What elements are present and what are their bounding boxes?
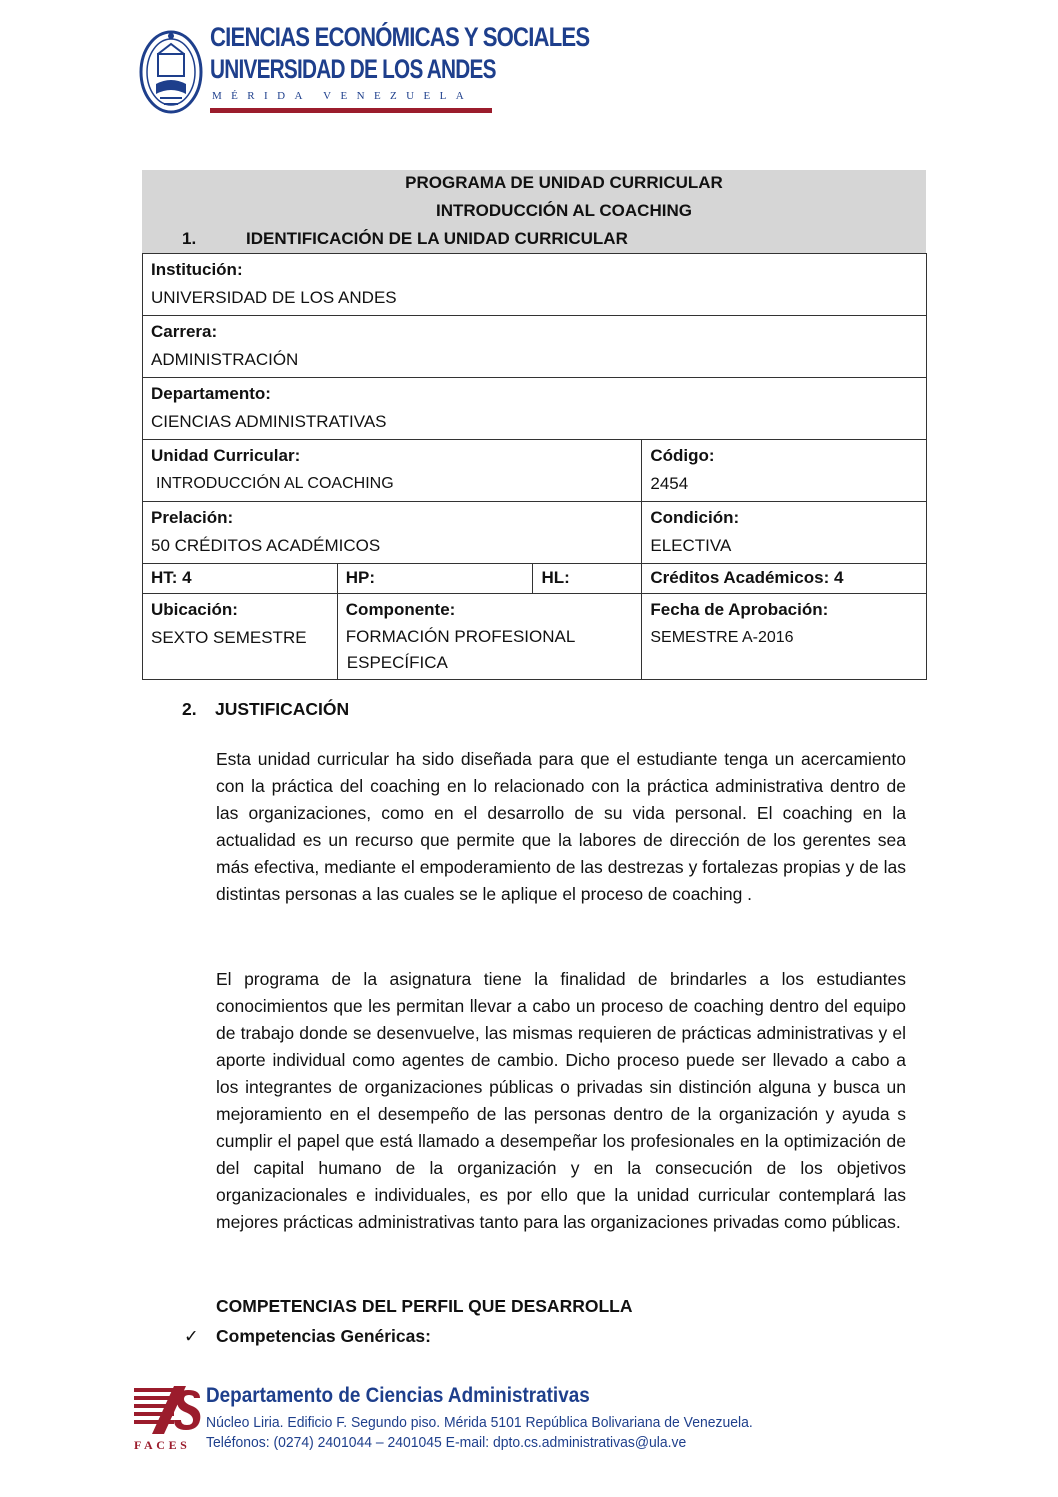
header-university-name: UNIVERSIDAD DE LOS ANDES xyxy=(210,54,496,84)
cell-departamento xyxy=(143,378,927,440)
justificacion-paragraph-2: El programa de la asignatura tiene la finalidad de brindarles a los estudiantes conocimientos que les permitan llevar a cabo un proceso de coaching dentro del equipo de trabajo donde se desenvuelve, las mismas requieren de prácticas administrativas y el aporte individual como agentes de cambio. Dicho proceso puede ser llevado a cabo a los integrantes de organizaciones públicas o privadas sin distinción alguna y busca un mejoramiento en el desempeño de las personas dentro de la organización y ayuda s cumplir el papel que está llamado a desempeñar los profesionales en la optimización de del capital humano de la organización y en la consecución de los objetivos organizacionales e individuales, es por ello que la unidad curricular contemplará las mejores prácticas administrativas tanto para las organizaciones privadas como públicas. xyxy=(216,969,906,1232)
row-prelacion xyxy=(143,502,927,564)
cell-unidad xyxy=(143,440,642,502)
header-faculty-name: CIENCIAS ECONÓMICAS Y SOCIALES xyxy=(210,22,590,52)
carrera-value: ADMINISTRACIÓN xyxy=(151,350,299,369)
fecha-value: SEMESTRE A-2016 xyxy=(650,629,794,646)
program-title-block xyxy=(142,170,926,253)
cell-fecha xyxy=(642,594,927,680)
footer-department-name: Departamento de Ciencias Administrativas xyxy=(206,1384,590,1407)
cell-condicion xyxy=(642,502,927,564)
unidad-value: INTRODUCCIÓN AL COACHING xyxy=(156,475,394,492)
institucion-label: Institución: xyxy=(151,260,243,279)
cell-ubicacion xyxy=(143,594,338,680)
unidad-label: Unidad Curricular: xyxy=(151,446,301,465)
ht-label: HT: 4 xyxy=(151,568,192,587)
competencias-genericas-item xyxy=(184,1326,431,1347)
hl-label: HL: xyxy=(541,568,570,587)
fecha-label: Fecha de Aprobación: xyxy=(650,600,829,619)
cell-hp xyxy=(337,564,533,594)
section-number: 1. xyxy=(182,229,197,248)
componente-label: Componente: xyxy=(345,600,456,619)
departamento-value: CIENCIAS ADMINISTRATIVAS xyxy=(151,412,387,431)
ubicacion-label: Ubicación: xyxy=(151,600,238,619)
cell-carrera xyxy=(143,316,927,378)
row-hours xyxy=(143,564,927,594)
faces-text: FACES xyxy=(134,1438,191,1452)
justificacion-heading xyxy=(182,699,349,720)
cell-institucion xyxy=(143,254,927,316)
ubicacion-value: SEXTO SEMESTRE xyxy=(151,628,307,647)
condicion-label: Condición: xyxy=(650,508,740,527)
cell-creditos xyxy=(642,564,927,594)
department-footer xyxy=(134,1384,753,1456)
identification-table xyxy=(142,253,927,680)
componente-value-line1: FORMACIÓN PROFESIONAL xyxy=(345,627,576,646)
program-title: PROGRAMA DE UNIDAD CURRICULAR xyxy=(405,173,723,192)
header-divider xyxy=(210,108,492,113)
codigo-value: 2454 xyxy=(650,474,689,493)
faces-logo-icon xyxy=(134,1384,202,1442)
justificacion-number: 2. xyxy=(182,699,197,719)
university-header-logo xyxy=(138,22,590,120)
componente-value-line2: ESPECÍFICA xyxy=(346,653,448,672)
prelacion-label: Prelación: xyxy=(151,508,234,527)
cell-codigo xyxy=(642,440,927,502)
hp-label: HP: xyxy=(345,568,376,587)
row-ubicacion xyxy=(143,594,927,680)
row-departamento xyxy=(143,378,927,440)
departamento-label: Departamento: xyxy=(151,384,271,403)
cell-hl xyxy=(533,564,642,594)
row-unidad xyxy=(143,440,927,502)
justificacion-paragraph-1: Esta unidad curricular ha sido diseñada para que el estudiante tenga un acercamiento con la práctica del coaching en lo relacionado con la práctica administrativa dentro de las organizaciones, como en el desarrollo de su vida personal. El coaching en la actualidad es un recurso que permite que la labores de dirección de los gerentes sea más efectiva, mediante el empoderamiento de las destrezas y fortalezas propias y de las distintas personas a las cuales se le aplique el proceso de coaching . xyxy=(216,749,906,904)
row-carrera xyxy=(143,316,927,378)
section-title: IDENTIFICACIÓN DE LA UNIDAD CURRICULAR xyxy=(246,229,628,248)
cell-prelacion xyxy=(143,502,642,564)
checkmark-icon: ✓ xyxy=(184,1326,199,1346)
codigo-label: Código: xyxy=(650,446,715,465)
footer-contact: Teléfonos: (0274) 2401044 – 2401045 E-mail: dpto.cs.administrativas@ula.ve xyxy=(206,1434,687,1451)
condicion-value: ELECTIVA xyxy=(650,536,732,555)
institucion-value: UNIVERSIDAD DE LOS ANDES xyxy=(151,288,397,307)
carrera-label: Carrera: xyxy=(151,322,218,341)
competencias-heading: COMPETENCIAS DEL PERFIL QUE DESARROLLA xyxy=(216,1296,633,1316)
creditos-label: Créditos Académicos: 4 xyxy=(650,568,844,587)
university-seal-icon xyxy=(138,24,204,114)
footer-address: Núcleo Liria. Edificio F. Segundo piso. Mérida 5101 República Bolivariana de Venezuela. xyxy=(206,1414,753,1431)
program-subtitle: INTRODUCCIÓN AL COACHING xyxy=(436,201,692,220)
cell-componente xyxy=(337,594,642,680)
justificacion-title: JUSTIFICACIÓN xyxy=(215,699,350,719)
row-institucion xyxy=(143,254,927,316)
competencias-genericas-label: Competencias Genéricas: xyxy=(216,1326,431,1346)
prelacion-value: 50 CRÉDITOS ACADÉMICOS xyxy=(151,536,381,555)
header-location: MÉRIDA VENEZUELA xyxy=(212,90,474,102)
cell-ht xyxy=(143,564,338,594)
